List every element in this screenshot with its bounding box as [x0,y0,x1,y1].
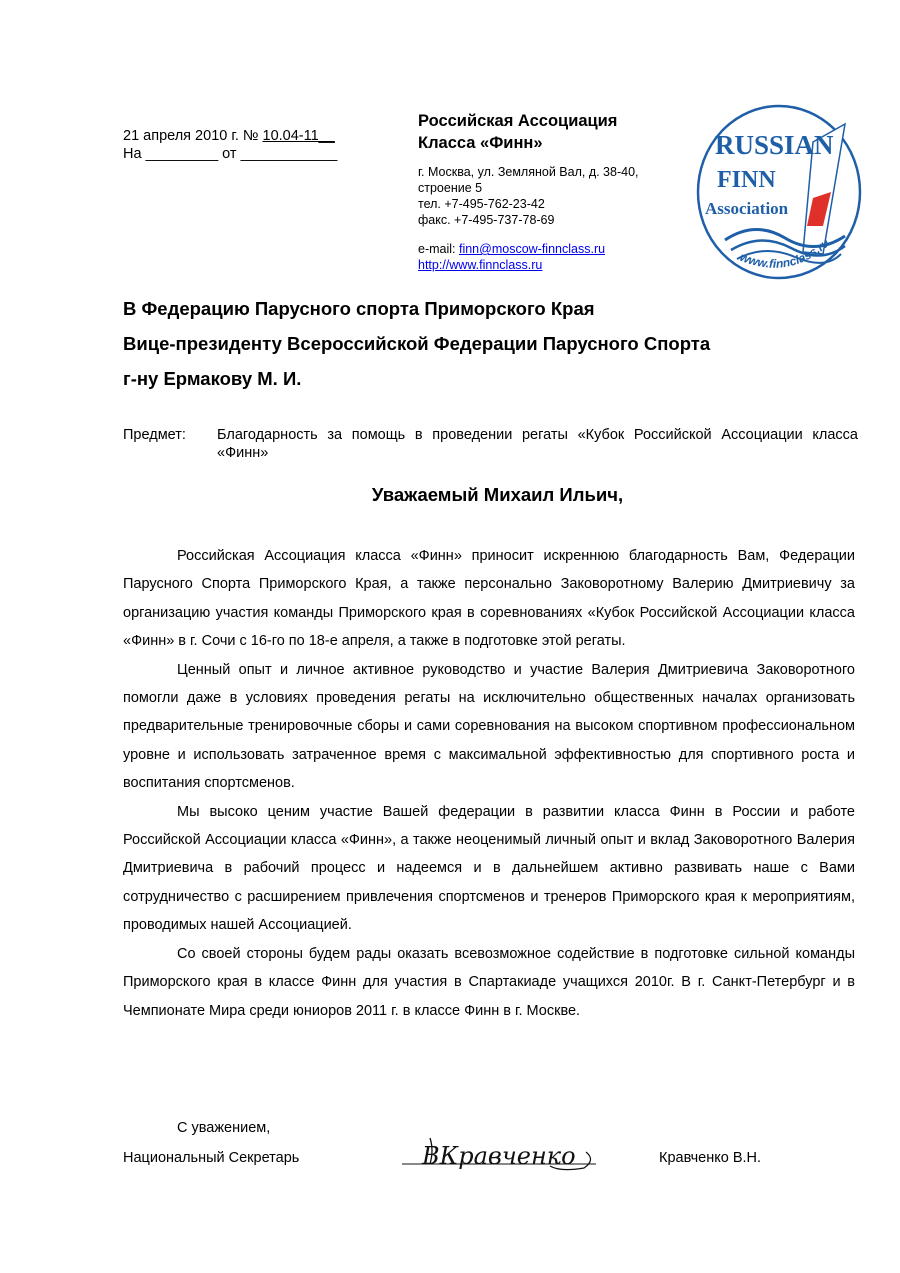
signatory-title: Национальный Секретарь [123,1150,300,1166]
reference-date-line [123,127,337,145]
organization-block [418,110,639,273]
signature-scribble: ВКравченко [422,1142,576,1170]
addressee-line2: Вице-президенту Всероссийской Федерации Парусного Спорта [123,333,711,354]
reference-date: 21 апреля 2010 г. № [123,128,259,144]
body-paragraph-1: Российская Ассоциация класса «Финн» приносит искреннюю благодарность Вам, Федерации Парусного Спорта Приморского Края, а также персонально Заковоротному Валерию Дмитриевичу за организацию участия команды Приморского края в соревнованиях «Кубок Российской Ассоциации класса «Финн» в г. Сочи с 16-го по 18-е апреля, а также в подготовке этой регаты. [123,548,855,650]
reference-block [123,127,337,163]
letter-body [123,542,855,1025]
subject-block [123,426,858,462]
organization-name-line1: Российская Ассоциация [418,112,618,130]
logo-text-finn: FINN [717,167,776,193]
address-line1: г. Москва, ул. Земляной Вал, д. 38-40, [418,165,639,179]
logo-url: www.finnclass.ru [738,235,833,271]
subject-text: Благодарность за помощь в проведении регаты «Кубок Российской Ассоциации класса «Финн» [217,427,858,461]
email-line [418,241,639,257]
russian-finn-association-logo [695,102,865,282]
address-line2: строение 5 [418,181,483,195]
website-link[interactable]: http://www.finnclass.ru [418,258,543,272]
logo-text-association: Association [705,199,789,218]
logo-text-russian: RUSSIAN [715,130,834,160]
body-paragraph-2: Ценный опыт и личное активное руководство и участие Валерия Дмитриевича Заковоротного помогли даже в условиях проведения регаты на исключительно общественных началах организовать предварительные тренировочные сборы и сами соревнования на высоком спортивном профессиональном уровне и использовать затраченное время с максимальной эффективностью для спортивного роста и воспитания спортсменов. [123,661,855,792]
signatory-name: Кравченко В.Н. [659,1150,762,1166]
body-paragraph-3: Мы высоко ценим участие Вашей федерации в развитии класса Финн в России и работе Российской Ассоциации класса «Финн», а также неоценимый личный опыт и вклад Заковоротного Валерия Дмитриевича в рабочий процесс и надеемся и в дальнейшем активно развивать наше с Вами сотрудничество с расширением привлечения спортсменов и тренеров Приморского края к мероприятиям, проводимых нашей Ассоциацией. [123,803,855,934]
addressee-line3: г-ну Ермакову М. И. [123,368,302,389]
handwritten-signature [400,1128,600,1180]
phone: тел. +7-495-762-23-42 [418,197,545,211]
addressee-line1: В Федерацию Парусного спорта Приморского Края [123,298,595,319]
fax: факс. +7-495-737-78-69 [418,213,555,227]
salutation: Уважаемый Михаил Ильич, [371,484,624,505]
email-link[interactable]: finn@moscow-finnclass.ru [458,242,606,256]
reference-number: 10.04-11__ [262,128,335,144]
closing: С уважением, [177,1120,271,1136]
email-label: e-mail: [418,242,459,256]
organization-contacts [418,164,639,273]
website-line [418,257,639,273]
organization-name-line2: Класса «Финн» [418,134,543,152]
body-paragraph-4: Со своей стороны будем рады оказать всевозможное содействие в подготовке сильной команды Приморского края в классе Финн для участия в Спартакиаде учащихся 2010г. В г. Санкт-Петербург и в Чемпионате Мира среди юниоров 2011 г. в классе Финн в г. Москве. [123,945,855,1019]
addressee-block [123,297,710,402]
reply-line: На _________ от ____________ [123,146,338,162]
subject-label: Предмет: [123,427,186,443]
